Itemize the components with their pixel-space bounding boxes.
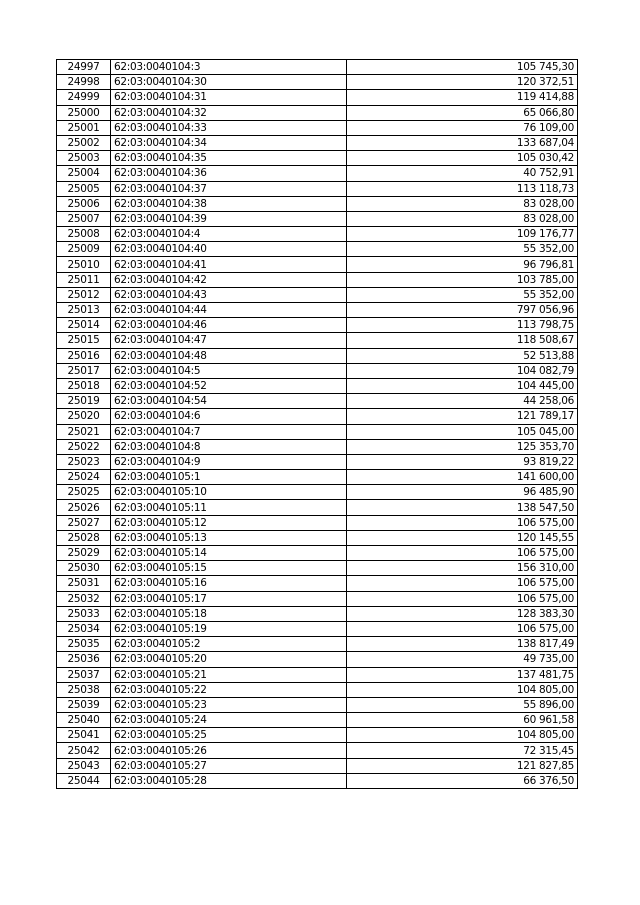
table-row: [57, 470, 578, 485]
table-row: [57, 120, 578, 135]
table-row: [57, 713, 578, 728]
cadastral-number-cell: 62:03:0040104:33: [111, 120, 347, 135]
table-row: [57, 546, 578, 561]
table-row: [57, 485, 578, 500]
cadastral-number-cell: 62:03:0040105:10: [111, 485, 347, 500]
cadastral-number-cell: 62:03:0040105:24: [111, 713, 347, 728]
value-cell: 44 258,06: [347, 394, 578, 409]
table-row: [57, 166, 578, 181]
row-number-cell: 25030: [57, 561, 111, 576]
value-cell: 104 805,00: [347, 682, 578, 697]
row-number-cell: 25031: [57, 576, 111, 591]
table-row: [57, 394, 578, 409]
table-row: [57, 591, 578, 606]
value-cell: 83 028,00: [347, 196, 578, 211]
value-cell: 96 796,81: [347, 257, 578, 272]
cadastral-number-cell: 62:03:0040105:21: [111, 667, 347, 682]
row-number-cell: 25032: [57, 591, 111, 606]
value-cell: 125 353,70: [347, 439, 578, 454]
row-number-cell: 25015: [57, 333, 111, 348]
value-cell: 141 600,00: [347, 470, 578, 485]
cadastral-number-cell: 62:03:0040104:35: [111, 151, 347, 166]
cadastral-number-cell: 62:03:0040104:3: [111, 60, 347, 75]
table-row: [57, 606, 578, 621]
cadastral-number-cell: 62:03:0040105:17: [111, 591, 347, 606]
row-number-cell: 25043: [57, 758, 111, 773]
cadastral-number-cell: 62:03:0040105:15: [111, 561, 347, 576]
value-cell: 121 789,17: [347, 409, 578, 424]
row-number-cell: 25009: [57, 242, 111, 257]
value-cell: 55 352,00: [347, 287, 578, 302]
cadastral-number-cell: 62:03:0040105:23: [111, 697, 347, 712]
row-number-cell: 25027: [57, 515, 111, 530]
table-row: [57, 409, 578, 424]
row-number-cell: 25038: [57, 682, 111, 697]
value-cell: 106 575,00: [347, 546, 578, 561]
cadastral-number-cell: 62:03:0040104:46: [111, 318, 347, 333]
table-row: [57, 621, 578, 636]
cadastral-number-cell: 62:03:0040104:54: [111, 394, 347, 409]
table-row: [57, 576, 578, 591]
cadastral-number-cell: 62:03:0040104:34: [111, 135, 347, 150]
value-cell: 128 383,30: [347, 606, 578, 621]
table-row: [57, 135, 578, 150]
cadastral-number-cell: 62:03:0040104:38: [111, 196, 347, 211]
value-cell: 105 045,00: [347, 424, 578, 439]
value-cell: 60 961,58: [347, 713, 578, 728]
row-number-cell: 25007: [57, 211, 111, 226]
row-number-cell: 25008: [57, 227, 111, 242]
cadastral-number-cell: 62:03:0040104:52: [111, 378, 347, 393]
row-number-cell: 25023: [57, 454, 111, 469]
table-row: [57, 348, 578, 363]
cadastral-number-cell: 62:03:0040105:25: [111, 728, 347, 743]
row-number-cell: 25039: [57, 697, 111, 712]
value-cell: 65 066,80: [347, 105, 578, 120]
value-cell: 119 414,88: [347, 90, 578, 105]
table-row: [57, 682, 578, 697]
row-number-cell: 25016: [57, 348, 111, 363]
row-number-cell: 25041: [57, 728, 111, 743]
row-number-cell: 25034: [57, 621, 111, 636]
row-number-cell: 25040: [57, 713, 111, 728]
value-cell: 138 547,50: [347, 500, 578, 515]
row-number-cell: 25012: [57, 287, 111, 302]
table-row: [57, 363, 578, 378]
value-cell: 55 896,00: [347, 697, 578, 712]
table-row: [57, 773, 578, 788]
row-number-cell: 25010: [57, 257, 111, 272]
value-cell: 106 575,00: [347, 576, 578, 591]
value-cell: 52 513,88: [347, 348, 578, 363]
value-cell: 76 109,00: [347, 120, 578, 135]
value-cell: 120 145,55: [347, 530, 578, 545]
cadastral-number-cell: 62:03:0040105:14: [111, 546, 347, 561]
row-number-cell: 24998: [57, 75, 111, 90]
table-row: [57, 196, 578, 211]
value-cell: 49 735,00: [347, 652, 578, 667]
row-number-cell: 25028: [57, 530, 111, 545]
cadastral-number-cell: 62:03:0040104:42: [111, 272, 347, 287]
table-row: [57, 758, 578, 773]
cadastral-number-cell: 62:03:0040104:8: [111, 439, 347, 454]
cadastral-number-cell: 62:03:0040105:28: [111, 773, 347, 788]
cadastral-number-cell: 62:03:0040105:12: [111, 515, 347, 530]
row-number-cell: 24997: [57, 60, 111, 75]
value-cell: 113 118,73: [347, 181, 578, 196]
value-cell: 104 082,79: [347, 363, 578, 378]
row-number-cell: 25024: [57, 470, 111, 485]
cadastral-number-cell: 62:03:0040104:44: [111, 303, 347, 318]
value-cell: 96 485,90: [347, 485, 578, 500]
cadastral-number-cell: 62:03:0040105:20: [111, 652, 347, 667]
cadastral-number-cell: 62:03:0040104:5: [111, 363, 347, 378]
cadastral-number-cell: 62:03:0040104:39: [111, 211, 347, 226]
cadastral-number-cell: 62:03:0040105:22: [111, 682, 347, 697]
cadastral-number-cell: 62:03:0040104:6: [111, 409, 347, 424]
value-cell: 137 481,75: [347, 667, 578, 682]
row-number-cell: 25035: [57, 637, 111, 652]
cadastral-number-cell: 62:03:0040104:43: [111, 287, 347, 302]
value-cell: 66 376,50: [347, 773, 578, 788]
table-row: [57, 303, 578, 318]
row-number-cell: 25014: [57, 318, 111, 333]
table-row: [57, 378, 578, 393]
value-cell: 138 817,49: [347, 637, 578, 652]
cadastral-number-cell: 62:03:0040104:40: [111, 242, 347, 257]
table-row: [57, 272, 578, 287]
table-row: [57, 515, 578, 530]
table-row: [57, 242, 578, 257]
table-row: [57, 454, 578, 469]
value-cell: 156 310,00: [347, 561, 578, 576]
row-number-cell: 25002: [57, 135, 111, 150]
cadastral-number-cell: 62:03:0040104:36: [111, 166, 347, 181]
row-number-cell: 25011: [57, 272, 111, 287]
table-row: [57, 439, 578, 454]
value-cell: 121 827,85: [347, 758, 578, 773]
table-row: [57, 105, 578, 120]
cadastral-number-cell: 62:03:0040105:13: [111, 530, 347, 545]
table-row: [57, 697, 578, 712]
table-row: [57, 333, 578, 348]
cadastral-number-cell: 62:03:0040105:19: [111, 621, 347, 636]
row-number-cell: 25013: [57, 303, 111, 318]
row-number-cell: 25022: [57, 439, 111, 454]
value-cell: 93 819,22: [347, 454, 578, 469]
row-number-cell: 25003: [57, 151, 111, 166]
table-row: [57, 181, 578, 196]
table-row: [57, 151, 578, 166]
cadastral-number-cell: 62:03:0040105:27: [111, 758, 347, 773]
table-row: [57, 227, 578, 242]
value-cell: 797 056,96: [347, 303, 578, 318]
cadastral-number-cell: 62:03:0040104:31: [111, 90, 347, 105]
cadastral-number-cell: 62:03:0040104:4: [111, 227, 347, 242]
cadastral-value-table: [56, 59, 578, 789]
table-body: [57, 60, 578, 789]
cadastral-number-cell: 62:03:0040105:18: [111, 606, 347, 621]
value-cell: 113 798,75: [347, 318, 578, 333]
value-cell: 103 785,00: [347, 272, 578, 287]
row-number-cell: 25021: [57, 424, 111, 439]
table-row: [57, 318, 578, 333]
value-cell: 120 372,51: [347, 75, 578, 90]
table-row: [57, 728, 578, 743]
value-cell: 106 575,00: [347, 621, 578, 636]
table-row: [57, 500, 578, 515]
row-number-cell: 25000: [57, 105, 111, 120]
value-cell: 72 315,45: [347, 743, 578, 758]
row-number-cell: 25042: [57, 743, 111, 758]
row-number-cell: 25019: [57, 394, 111, 409]
value-cell: 40 752,91: [347, 166, 578, 181]
cadastral-number-cell: 62:03:0040104:7: [111, 424, 347, 439]
table-row: [57, 652, 578, 667]
row-number-cell: 25026: [57, 500, 111, 515]
row-number-cell: 25006: [57, 196, 111, 211]
table-row: [57, 287, 578, 302]
row-number-cell: 25017: [57, 363, 111, 378]
value-cell: 104 445,00: [347, 378, 578, 393]
cadastral-number-cell: 62:03:0040104:32: [111, 105, 347, 120]
table-row: [57, 637, 578, 652]
row-number-cell: 25018: [57, 378, 111, 393]
row-number-cell: 25005: [57, 181, 111, 196]
value-cell: 105 030,42: [347, 151, 578, 166]
cadastral-number-cell: 62:03:0040104:9: [111, 454, 347, 469]
row-number-cell: 24999: [57, 90, 111, 105]
cadastral-number-cell: 62:03:0040104:48: [111, 348, 347, 363]
value-cell: 133 687,04: [347, 135, 578, 150]
table-row: [57, 211, 578, 226]
cadastral-number-cell: 62:03:0040105:1: [111, 470, 347, 485]
value-cell: 106 575,00: [347, 515, 578, 530]
table-row: [57, 90, 578, 105]
cadastral-number-cell: 62:03:0040104:30: [111, 75, 347, 90]
row-number-cell: 25020: [57, 409, 111, 424]
table-row: [57, 667, 578, 682]
cadastral-number-cell: 62:03:0040105:11: [111, 500, 347, 515]
table-row: [57, 257, 578, 272]
row-number-cell: 25025: [57, 485, 111, 500]
value-cell: 106 575,00: [347, 591, 578, 606]
table-row: [57, 561, 578, 576]
table-row: [57, 75, 578, 90]
table-row: [57, 60, 578, 75]
cadastral-number-cell: 62:03:0040104:47: [111, 333, 347, 348]
row-number-cell: 25036: [57, 652, 111, 667]
row-number-cell: 25004: [57, 166, 111, 181]
row-number-cell: 25037: [57, 667, 111, 682]
row-number-cell: 25033: [57, 606, 111, 621]
value-cell: 118 508,67: [347, 333, 578, 348]
row-number-cell: 25044: [57, 773, 111, 788]
cadastral-number-cell: 62:03:0040104:41: [111, 257, 347, 272]
value-cell: 104 805,00: [347, 728, 578, 743]
row-number-cell: 25029: [57, 546, 111, 561]
table-row: [57, 530, 578, 545]
table-row: [57, 424, 578, 439]
value-cell: 55 352,00: [347, 242, 578, 257]
row-number-cell: 25001: [57, 120, 111, 135]
cadastral-number-cell: 62:03:0040105:26: [111, 743, 347, 758]
cadastral-number-cell: 62:03:0040104:37: [111, 181, 347, 196]
cadastral-number-cell: 62:03:0040105:2: [111, 637, 347, 652]
value-cell: 109 176,77: [347, 227, 578, 242]
table-row: [57, 743, 578, 758]
value-cell: 83 028,00: [347, 211, 578, 226]
cadastral-number-cell: 62:03:0040105:16: [111, 576, 347, 591]
value-cell: 105 745,30: [347, 60, 578, 75]
